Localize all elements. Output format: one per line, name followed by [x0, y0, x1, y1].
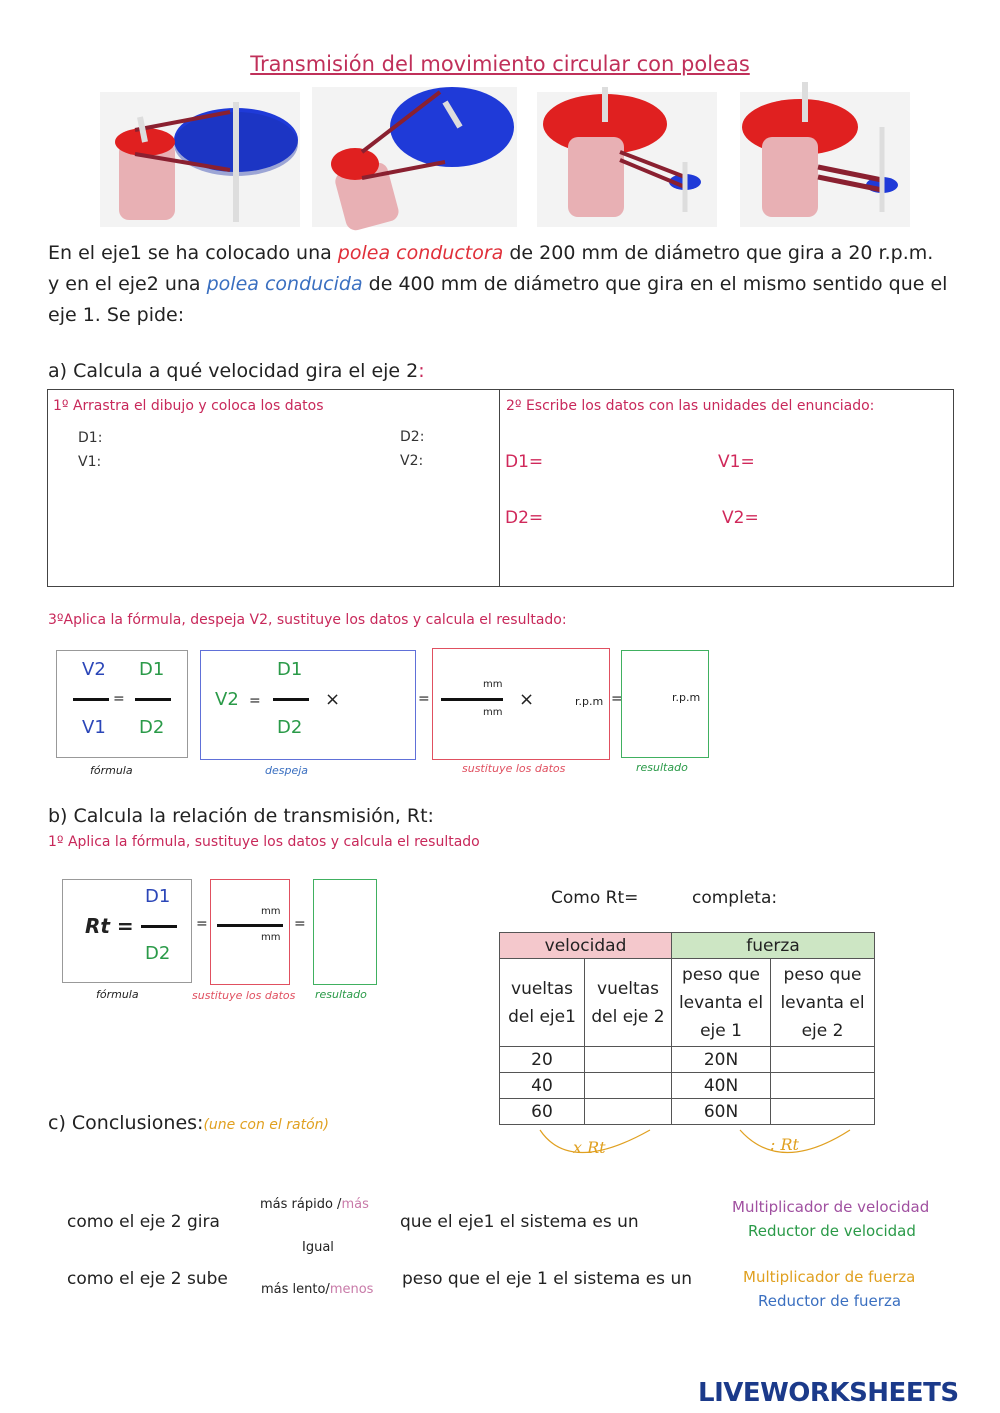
speed-force-table: velocidad fuerza vueltas del eje1 vueltas del eje 2 peso que levanta el eje 1 peso que levanta el eje 2 20 20N 40 40N 60 60N — [499, 932, 875, 1125]
sentence1-start: como el eje 2 gira — [67, 1212, 220, 1232]
sentence2-start: como el eje 2 sube — [67, 1269, 228, 1289]
d2-label: D2: — [400, 429, 425, 445]
answer-cell[interactable] — [771, 1047, 875, 1073]
como-rt-label: Como Rt= — [551, 888, 639, 908]
rt-sustituye-box[interactable]: mm mm — [210, 879, 290, 985]
sentence1-end: que el eje1 el sistema es un — [400, 1212, 639, 1232]
sustituye-box[interactable]: mm mm × r.p.m — [432, 648, 610, 760]
d1-input[interactable]: D1= — [505, 452, 544, 472]
caption-rt-sustituye: sustituye los datos — [192, 989, 296, 1002]
caption-rt-resultado: resultado — [315, 988, 367, 1001]
caption-formula: fórmula — [90, 764, 133, 777]
v2-input[interactable]: V2= — [722, 508, 759, 528]
option-igual[interactable]: Igual — [302, 1240, 334, 1255]
v1-label: V1: — [78, 454, 102, 470]
step3-label: 3ºAplica la fórmula, despeja V2, sustituye los datos y calcula el resultado: — [48, 612, 567, 628]
option-red-velocidad[interactable]: Reductor de velocidad — [748, 1222, 916, 1240]
section-b-step1: 1º Aplica la fórmula, sustituye los datos y calcula el resultado — [48, 834, 480, 850]
option-mult-fuerza[interactable]: Multiplicador de fuerza — [743, 1268, 916, 1286]
rt-resultado-box[interactable] — [313, 879, 377, 985]
section-c-heading: c) Conclusiones:(une con el ratón) — [48, 1112, 329, 1134]
step1-label: 1º Arrastra el dibujo y coloca los datos — [53, 398, 324, 414]
rt-formula-box: Rt = D1 D2 — [62, 879, 192, 983]
caption-rt-formula: fórmula — [96, 988, 139, 1001]
resultado-box[interactable]: r.p.m — [621, 650, 709, 758]
div-rt-label: : Rt — [770, 1135, 799, 1154]
d1-label: D1: — [78, 430, 103, 446]
d2-input[interactable]: D2= — [505, 508, 544, 528]
sentence2-end: peso que el eje 1 el sistema es un — [402, 1269, 692, 1289]
answer-cell[interactable] — [771, 1099, 875, 1125]
caption-resultado: resultado — [636, 761, 688, 774]
option-mas-lento[interactable]: más lento/menos — [261, 1282, 374, 1297]
header-fuerza: fuerza — [672, 933, 875, 959]
x-rt-label: x Rt — [573, 1138, 606, 1157]
caption-despeja: despeja — [265, 764, 309, 777]
despeja-box[interactable]: V2 = D1 D2 × — [200, 650, 416, 760]
formula-box: V2 D1 = V1 D2 — [56, 650, 188, 758]
v1-input[interactable]: V1= — [718, 452, 755, 472]
answer-cell[interactable] — [771, 1073, 875, 1099]
answer-cell[interactable] — [585, 1047, 672, 1073]
caption-sustituye: sustituye los datos — [462, 762, 566, 775]
liveworksheets-logo: LIVEWORKSHEETS — [698, 1378, 959, 1408]
table-row: 20 20N — [500, 1047, 875, 1073]
header-velocidad: velocidad — [500, 933, 672, 959]
pulley-illustrations — [100, 82, 910, 232]
step2-label: 2º Escribe los datos con las unidades del enunciado: — [506, 398, 875, 414]
option-mult-velocidad[interactable]: Multiplicador de velocidad — [732, 1198, 930, 1216]
table-row: 40 40N — [500, 1073, 875, 1099]
v2-label: V2: — [400, 453, 424, 469]
option-red-fuerza[interactable]: Reductor de fuerza — [758, 1292, 902, 1310]
option-mas-rapido[interactable]: más rápido /más — [260, 1197, 369, 1212]
answer-cell[interactable] — [585, 1073, 672, 1099]
completa-label: completa: — [692, 888, 778, 908]
page-title: Transmisión del movimiento circular con poleas — [250, 52, 750, 76]
data-box — [47, 389, 954, 587]
section-a-heading: a) Calcula a qué velocidad gira el eje 2: — [48, 360, 425, 382]
answer-cell[interactable] — [585, 1099, 672, 1125]
problem-statement: En el eje1 se ha colocado una polea conductora de 200 mm de diámetro que gira a 20 r.p.m. y en el eje2 una polea conducida de 400 mm de diámetro que gira en el mismo sentido que el eje 1. Se pide: — [48, 242, 948, 326]
section-b-heading: b) Calcula la relación de transmisión, Rt: — [48, 805, 434, 827]
table-row: 60 60N — [500, 1099, 875, 1125]
